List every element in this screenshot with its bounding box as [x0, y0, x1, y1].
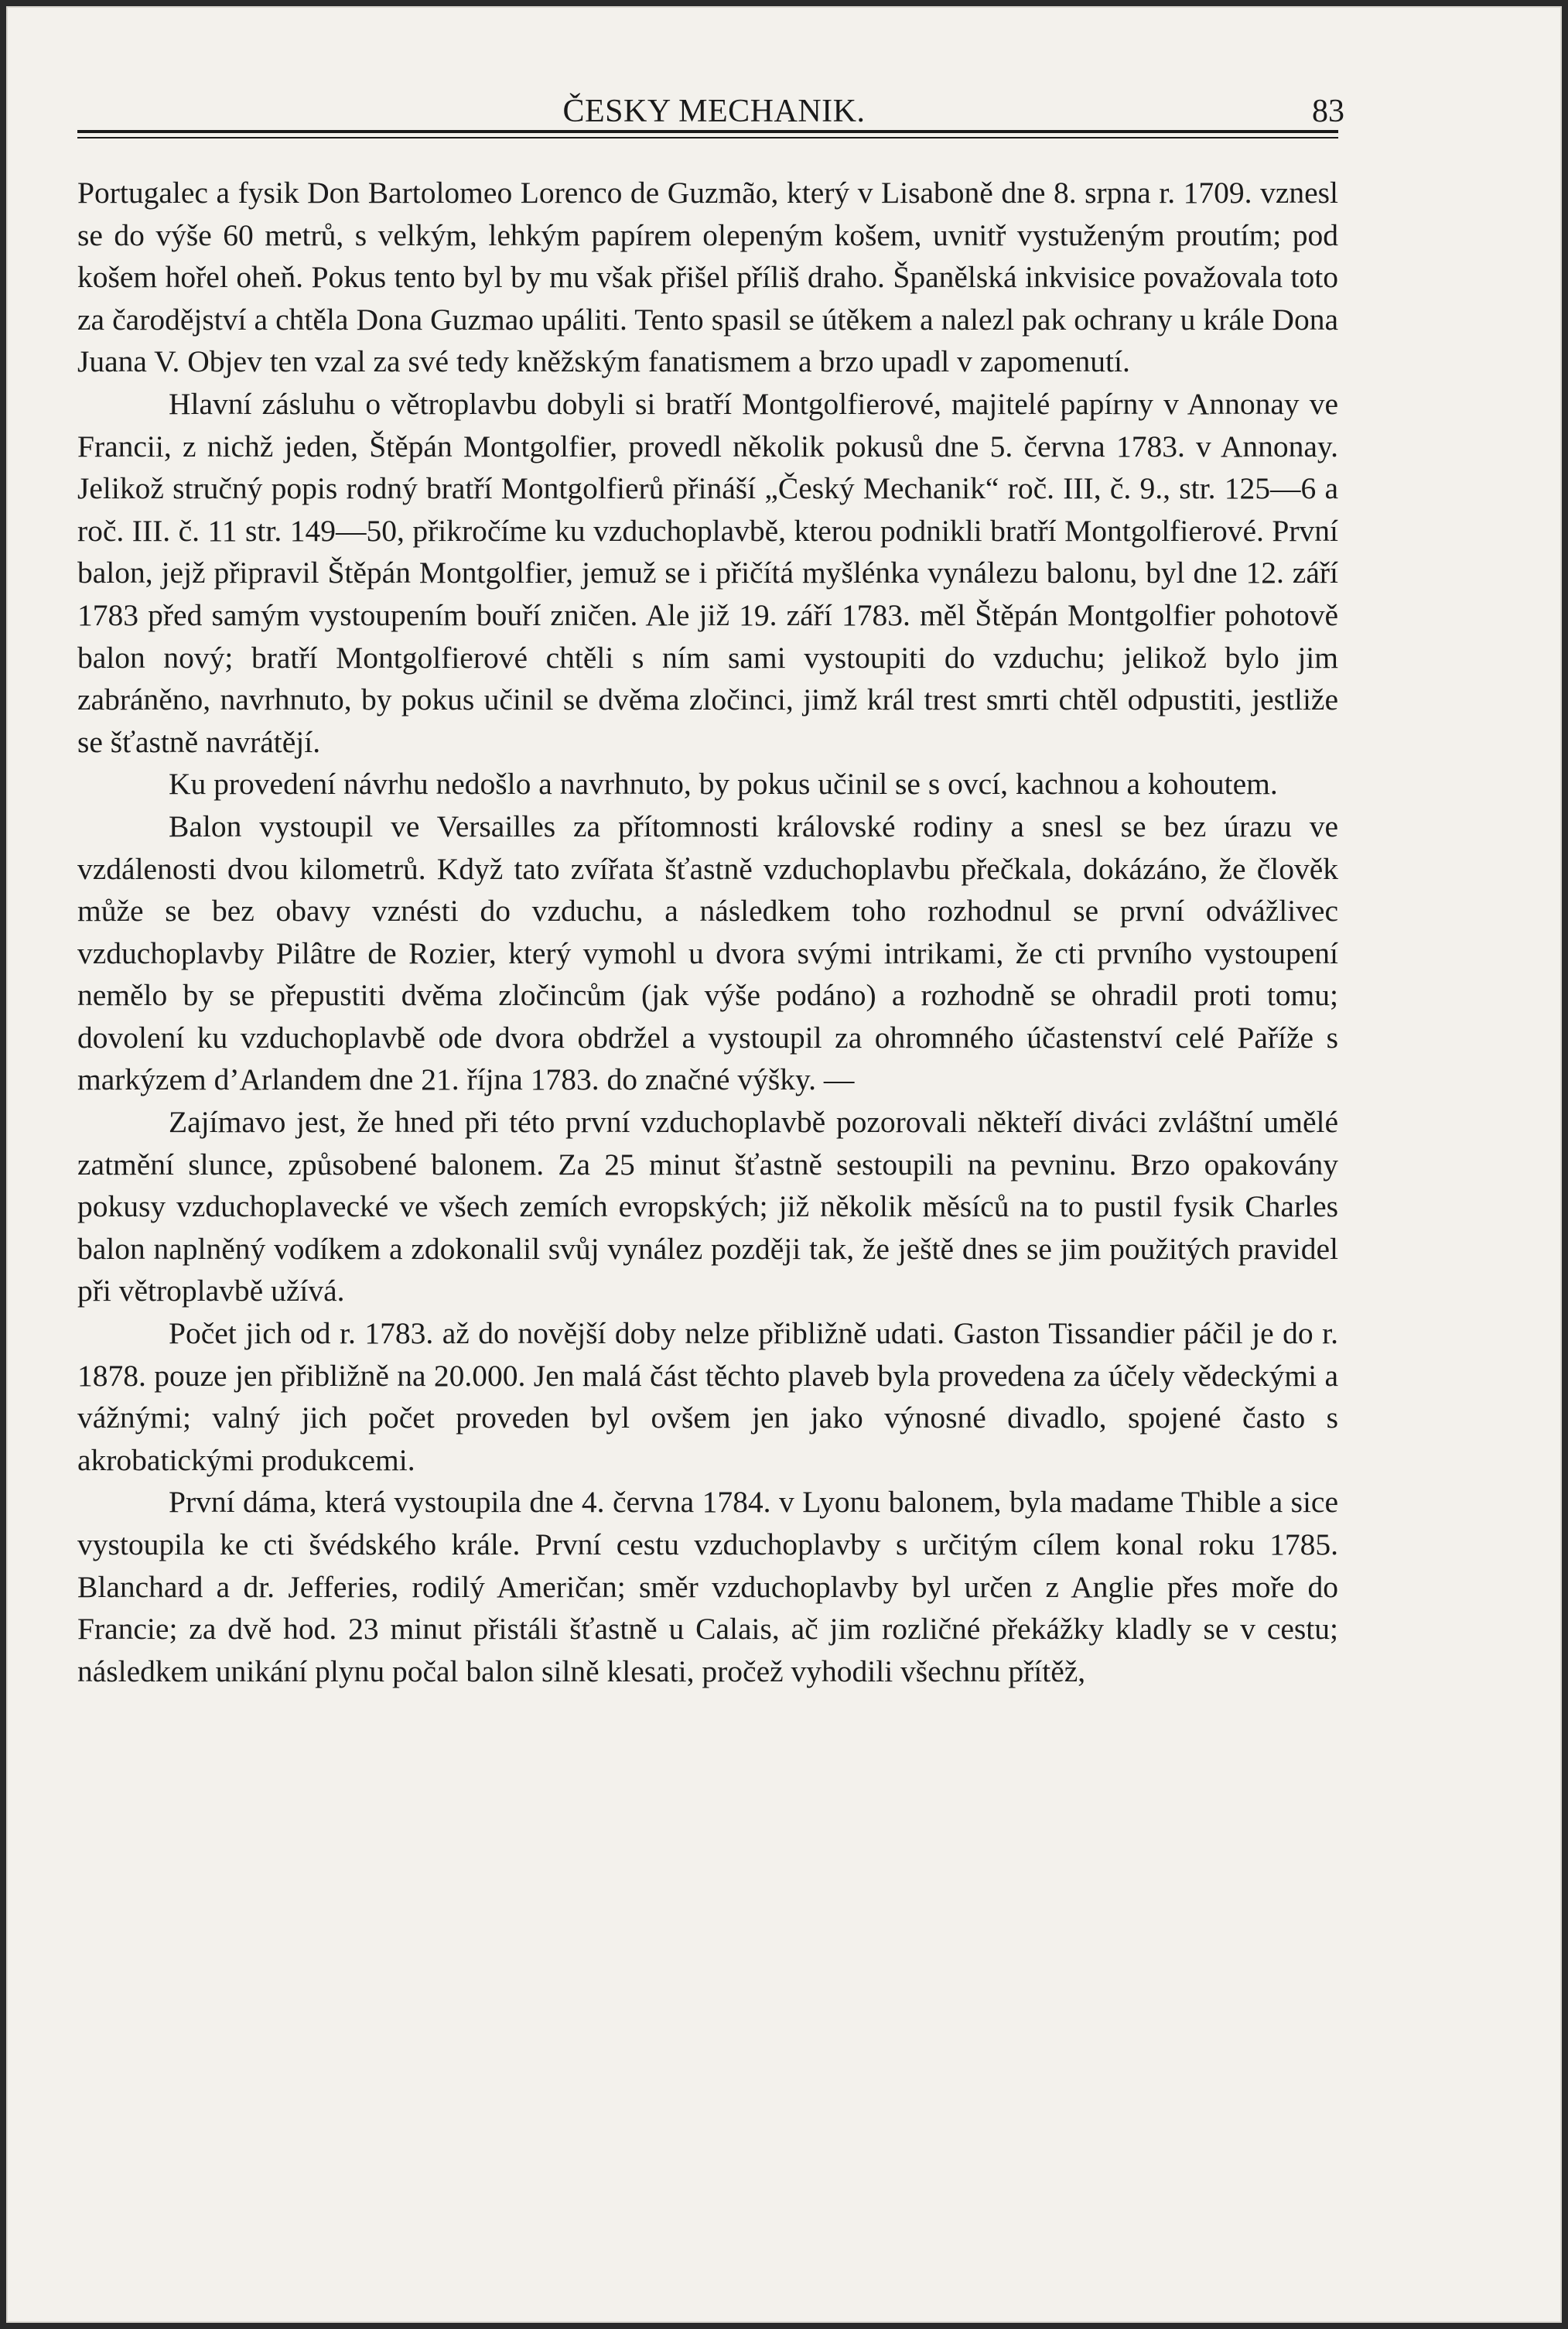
page-number: 83 [1312, 94, 1344, 129]
paragraph: Balon vystoupil ve Versailles za přítomnosti královské rodiny a snesl se bez úrazu ve vzdálenosti dvou kilometrů. Když tato zvířata šťastně vzduchoplavbu přečkala, dokázáno, že člověk může se bez obavy vznésti do vzduchu, a následkem toho rozhodnul se první odvážlivec vzduchoplavby Pilâtre de Rozier, který vymohl u dvora svými intrikami, že cti prvního vystoupení nemělo by se přepustiti dvěma zločincům (jak výše podáno) a rozhodně se ohradil proti tomu; dovolení ku vzduchoplavbě ode dvora obdržel a vystoupil za ohromného účastenství celé Paříže s markýzem d’Arlandem dne 21. října 1783. do značné výšky. — [77, 809, 1338, 1097]
paragraph: Zajímavo jest, že hned při této první vzduchoplavbě pozorovali někteří diváci zvláštní umělé zatmění slunce, způsobené balonem. Za 25 minut šťastně sestoupili na pevninu. Brzo opakovány pokusy vzduchoplavecké ve všech zemích evropských; již několik měsíců na to pustil fysik Charles balon naplněný vodíkem a zdokonalil svůj vynález později tak, že ještě dnes se jim použitých pravidel při větroplavbě užívá. [77, 1105, 1338, 1308]
paragraph: Ku provedení návrhu nedošlo a navrhnuto, by pokus učinil se s ovcí, kachnou a kohoutem. [169, 767, 1278, 802]
paragraph: První dáma, která vystoupila dne 4. června 1784. v Lyonu balonem, byla madame Thible a sice vystoupila ke cti švédského krále. První cestu vzduchoplavby s určitým cílem konal roku 1785. Blanchard a dr. Jefferies, rodilý Američan; směr vzduchoplavby byl určen z Anglie přes moře do Francie; za dvě hod. 23 minut přistáli šťastně u Calais, ač jim rozličné překážky kladly se v cestu; následkem unikání plynu počal balon silně klesati, pročež vyhodili všechnu přítěž, [77, 1485, 1338, 1688]
header-rule-thick [77, 130, 1338, 133]
paragraph: Hlavní zásluhu o větroplavbu dobyli si bratří Montgolfierové, majitelé papírny v Annonay ve Francii, z nichž jeden, Štěpán Montgolfier, provedl několik pokusů dne 5. června 1783. v Annonay. Jelikož stručný popis rodný bratří Montgolfierů přináší „Český Mechanik“ roč. III, č. 9., str. 125—6 a roč. III. č. 11 str. 149—50, přikročíme ku vzduchoplavbě, kterou podnikli bratří Montgolfierové. První balon, jejž připravil Štěpán Montgolfier, jemuž se i přičítá myšlénka vynálezu balonu, byl dne 12. září 1783 před samým vystoupením bouří zničen. Ale již 19. září 1783. měl Štěpán Montgolfier pohotově balon nový; bratří Montgolfierové chtěli s ním sami vystoupiti do vzduchu; jelikož bylo jim zabráněno, navrhnuto, by pokus učinil se dvěma zločinci, jimž král trest smrti chtěl odpustiti, jestliže se šťastně navrátějí. [77, 386, 1338, 759]
paragraph: Portugalec a fysik Don Bartolomeo Lorenco de Guzmão, který v Lisaboně dne 8. srpna r. 1709. vznesl se do výše 60 metrů, s velkým, lehkým papírem olepeným košem, uvnitř vystuženým proutím; pod košem hořel oheň. Pokus tento byl by mu však přišel příliš draho. Španělská inkvisice považovala toto za čarodějství a chtěla Dona Guzmao upáliti. Tento spasil se útěkem a nalezl pak ochrany u krále Dona Juana V. Objev ten vzal za své tedy kněžským fanatismem a brzo upadl v zapomenutí. [77, 176, 1338, 379]
running-title: ČESKY MECHANIK. [562, 94, 866, 129]
paragraph: Počet jich od r. 1783. až do novější doby nelze přibližně udati. Gaston Tissandier páčil je do r. 1878. pouze jen přibližně na 20.000. Jen malá část těchto plaveb byla provedena za účely vědeckými a vážnými; valný jich počet proveden byl ovšem jen jako výnosné divadlo, spojené často s akrobatickými produkcemi. [77, 1316, 1338, 1477]
header-rule-thin [77, 137, 1338, 139]
body-text [77, 172, 1338, 1692]
